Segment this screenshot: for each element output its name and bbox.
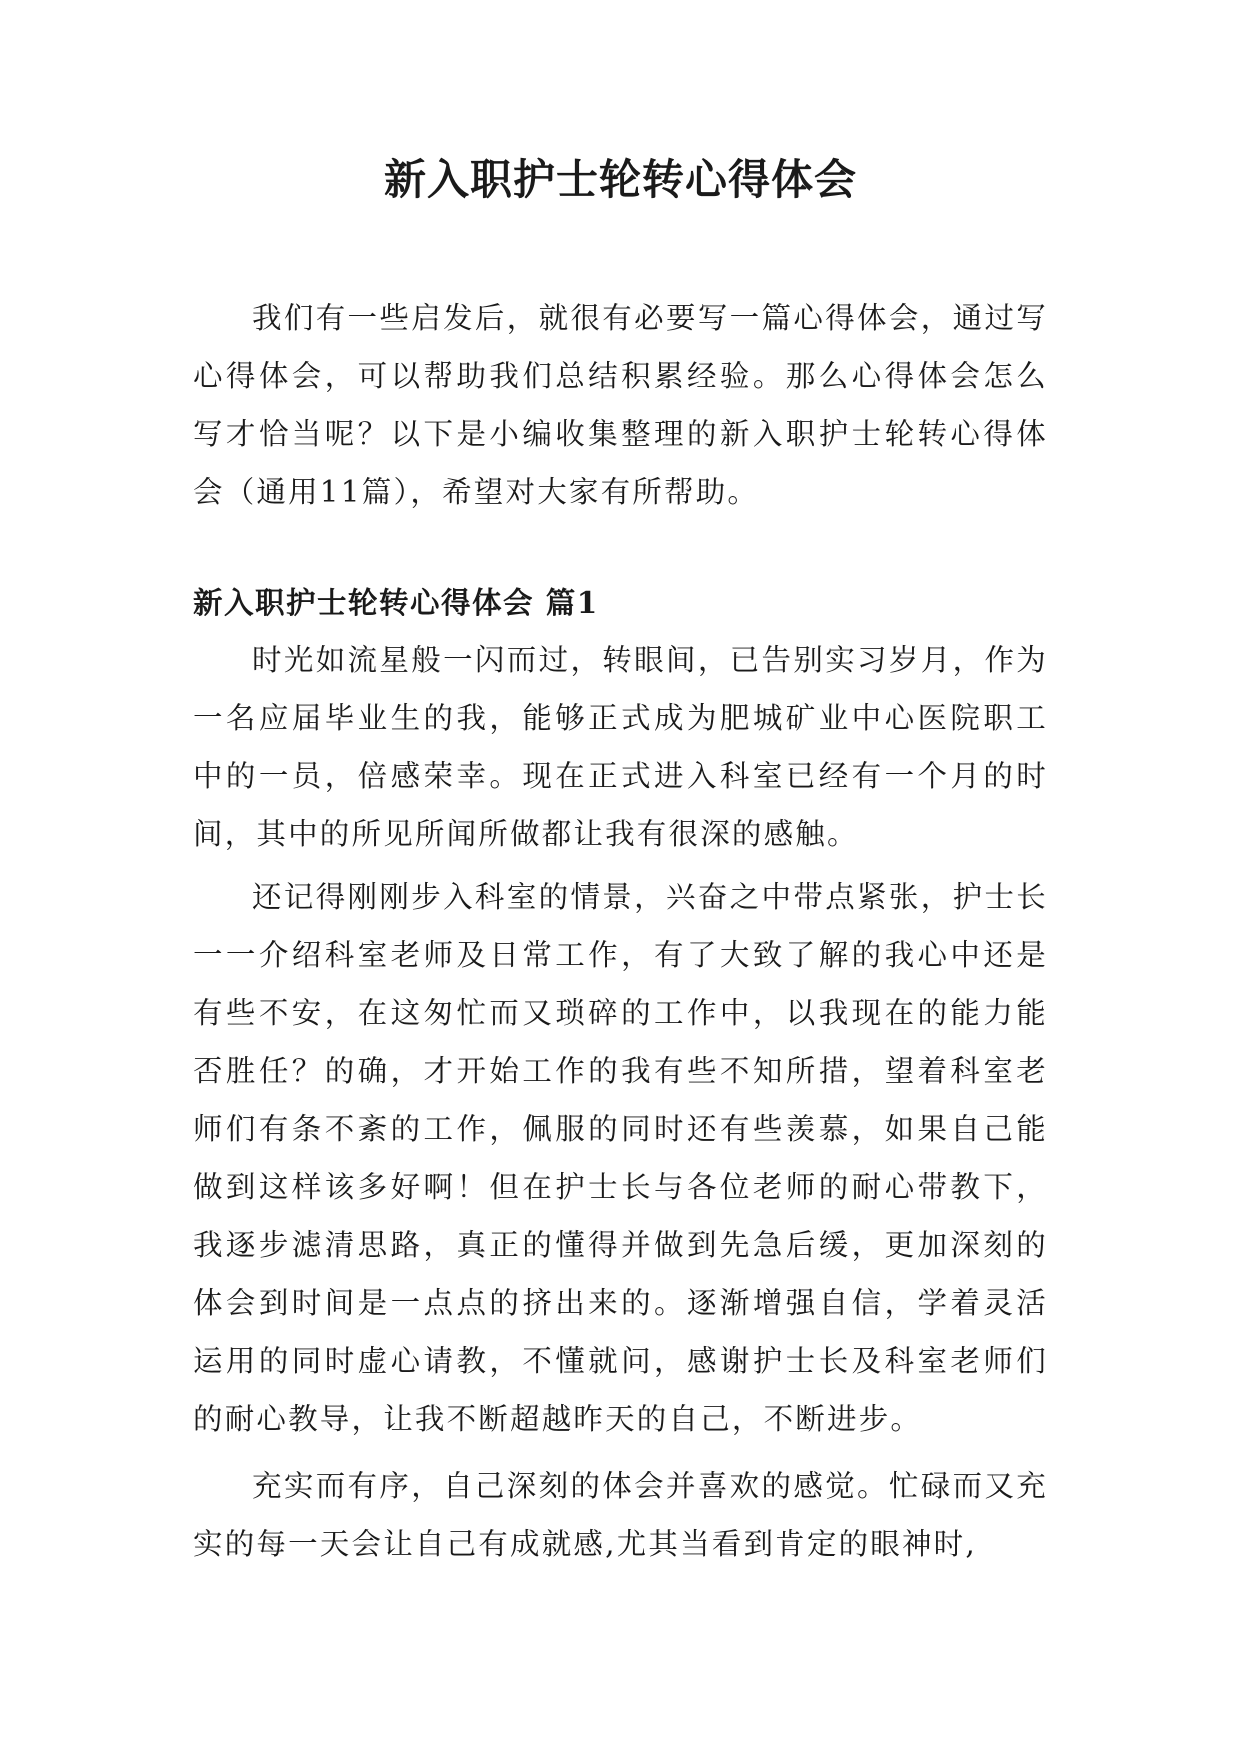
- section-heading: 新入职护士轮转心得体会 篇1: [193, 585, 599, 620]
- intro-paragraph: 我们有一些启发后，就很有必要写一篇心得体会，通过写心得体会，可以帮助我们总结积累经验。那么心得体会怎么写才恰当呢？以下是小编收集整理的新入职护士轮转心得体会（通用11篇），希望对大家有所帮助。: [193, 301, 1048, 509]
- document-title: 新入职护士轮转心得体会: [383, 155, 857, 204]
- body-paragraph-2: 还记得刚刚步入科室的情景，兴奋之中带点紧张，护士长一一介绍科室老师及日常工作，有了大致了解的我心中还是有些不安，在这匆忙而又琐碎的工作中，以我现在的能力能否胜任？的确，才开始工作的我有些不知所措，望着科室老师们有条不紊的工作，佩服的同时还有些羡慕，如果自己能做到这样该多好啊！但在护士长与各位老师的耐心带教下，我逐步滤清思路，真正的懂得并做到先急后缓，更加深刻的体会到时间是一点点的挤出来的。逐渐增强自信，学着灵活运用的同时虚心请教，不懂就问，感谢护士长及科室老师们的耐心教导，让我不断超越昨天的自己，不断进步。: [193, 880, 1048, 1436]
- body-paragraph-3: 充实而有序，自己深刻的体会并喜欢的感觉。忙碌而又充实的每一天会让自己有成就感,尤其当看到肯定的眼神时,: [193, 1469, 1048, 1561]
- body-paragraph-1: 时光如流星般一闪而过，转眼间，已告别实习岁月，作为一名应届毕业生的我，能够正式成为肥城矿业中心医院职工中的一员，倍感荣幸。现在正式进入科室已经有一个月的时间，其中的所见所闻所做都让我有很深的感触。: [193, 643, 1048, 851]
